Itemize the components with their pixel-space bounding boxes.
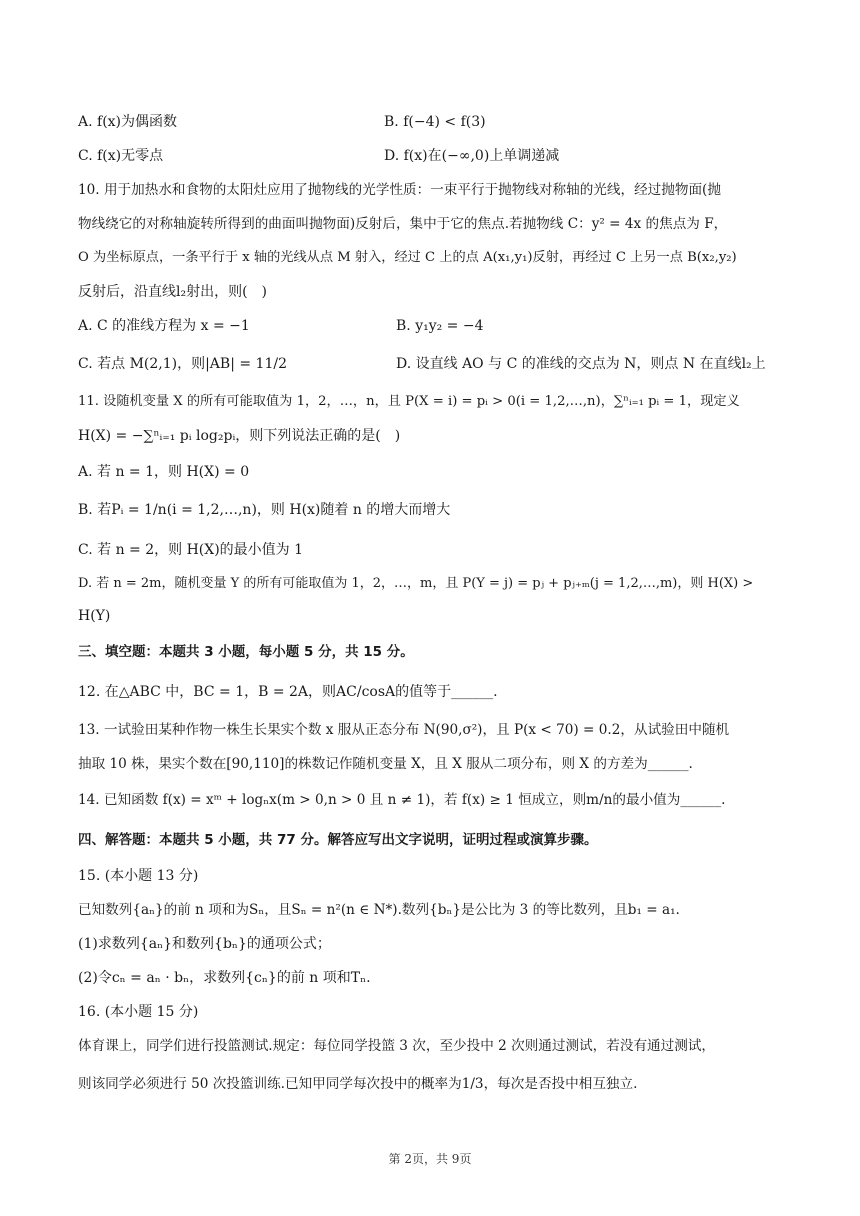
q10-option-b: B. y₁y₂ = −4 (396, 318, 484, 334)
q11-option-d-line-2: H(Y) (78, 608, 111, 624)
page-footer: 第 2页，共 9页 (388, 1152, 472, 1166)
q10-option-c: C. 若点 M(2,1)，则|AB| = 11/2 (78, 356, 287, 372)
q14-text: 14. 已知函数 f(x) = xᵐ + logₙx(m > 0,n > 0 且 n ≠ 1)，若 f(x) ≥ 1 恒成立，则m/n的最小值为______. (78, 792, 726, 808)
q10-option-d: D. 设直线 AO 与 C 的准线的交点为 N，则点 N 在直线l₂上 (396, 356, 766, 372)
q13-line-2: 抽取 10 株，果实个数在[90,110]的株数记作随机变量 X，且 X 服从二项分布，则 X 的方差为______. (78, 756, 693, 772)
q11-option-d-line-1: D. 若 n = 2m，随机变量 Y 的所有可能取值为 1，2，…，m，且 P(Y = j) = pⱼ + pⱼ₊ₘ(j = 1,2,…,m)，则 H(X) > (78, 576, 754, 591)
section-3-heading: 三、填空题：本题共 3 小题，每小题 5 分，共 15 分。 (78, 644, 414, 660)
q9-option-b: B. f(−4) < f(3) (384, 114, 486, 130)
q11-option-b: B. 若Pᵢ = 1/n(i = 1,2,…,n)，则 H(x)随着 n 的增大而增大 (78, 502, 451, 518)
q10-option-a: A. C 的准线方程为 x = −1 (78, 318, 250, 334)
q11-option-a: A. 若 n = 1，则 H(X) = 0 (78, 464, 250, 480)
q15-heading: 15. (本小题 13 分) (78, 868, 199, 884)
q15-line-1: 已知数列{aₙ}的前 n 项和为Sₙ，且Sₙ = n²(n ∈ N*).数列{bₙ}是公比为 3 的等比数列，且b₁ = a₁. (78, 902, 680, 918)
q10-line-4: 反射后，沿直线l₂射出，则( ) (78, 284, 268, 300)
q16-heading: 16. (本小题 15 分) (78, 1004, 199, 1020)
q10-line-3: O 为坐标原点，一条平行于 x 轴的光线从点 M 射入，经过 C 上的点 A(x₁,y₁)反射，再经过 C 上另一点 B(x₂,y₂) (78, 250, 737, 265)
q10-line-2: 物线绕它的对称轴旋转所得到的曲面叫抛物面)反射后，集中于它的焦点.若抛物线 C：y² = 4x 的焦点为 F， (78, 216, 728, 232)
q12-text: 12. 在△ABC 中，BC = 1，B = 2A，则AC/cosA的值等于______. (78, 684, 498, 700)
q9-option-c: C. f(x)无零点 (78, 148, 164, 164)
q13-line-1: 13. 一试验田某种作物一株生长果实个数 x 服从正态分布 N(90,σ²)，且 P(x < 70) = 0.2，从试验田中随机 (78, 722, 730, 738)
q9-option-d: D. f(x)在(−∞,0)上单调递减 (384, 148, 560, 164)
q11-option-c: C. 若 n = 2，则 H(X)的最小值为 1 (78, 542, 304, 558)
q16-line-2: 则该同学必须进行 50 次投篮训练.已知甲同学每次投中的概率为1/3，每次是否投中相互独立. (78, 1076, 638, 1092)
q15-line-3: (2)令cₙ = aₙ · bₙ，求数列{cₙ}的前 n 项和Tₙ. (78, 970, 371, 986)
q11-line-1: 11. 设随机变量 X 的所有可能取值为 1，2，…，n，且 P(X = i) = pᵢ > 0(i = 1,2,…,n)，∑ⁿᵢ₌₁ pᵢ = 1，现定义 (78, 394, 740, 409)
q15-line-2: (1)求数列{aₙ}和数列{bₙ}的通项公式； (78, 936, 331, 952)
section-4-heading: 四、解答题：本题共 5 小题，共 77 分。解答应写出文字说明，证明过程或演算步骤。 (78, 832, 598, 848)
q10-line-1: 10. 用于加热水和食物的太阳灶应用了抛物线的光学性质：一束平行于抛物线对称轴的光线，经过抛物面(抛 (78, 182, 721, 198)
q9-option-a: A. f(x)为偶函数 (78, 114, 178, 130)
q16-line-1: 体育课上，同学们进行投篮测试.规定：每位同学投篮 3 次，至少投中 2 次则通过测试，若没有通过测试， (78, 1038, 716, 1054)
q11-line-2: H(X) = −∑ⁿᵢ₌₁ pᵢ log₂pᵢ，则下列说法正确的是( ) (78, 428, 401, 444)
